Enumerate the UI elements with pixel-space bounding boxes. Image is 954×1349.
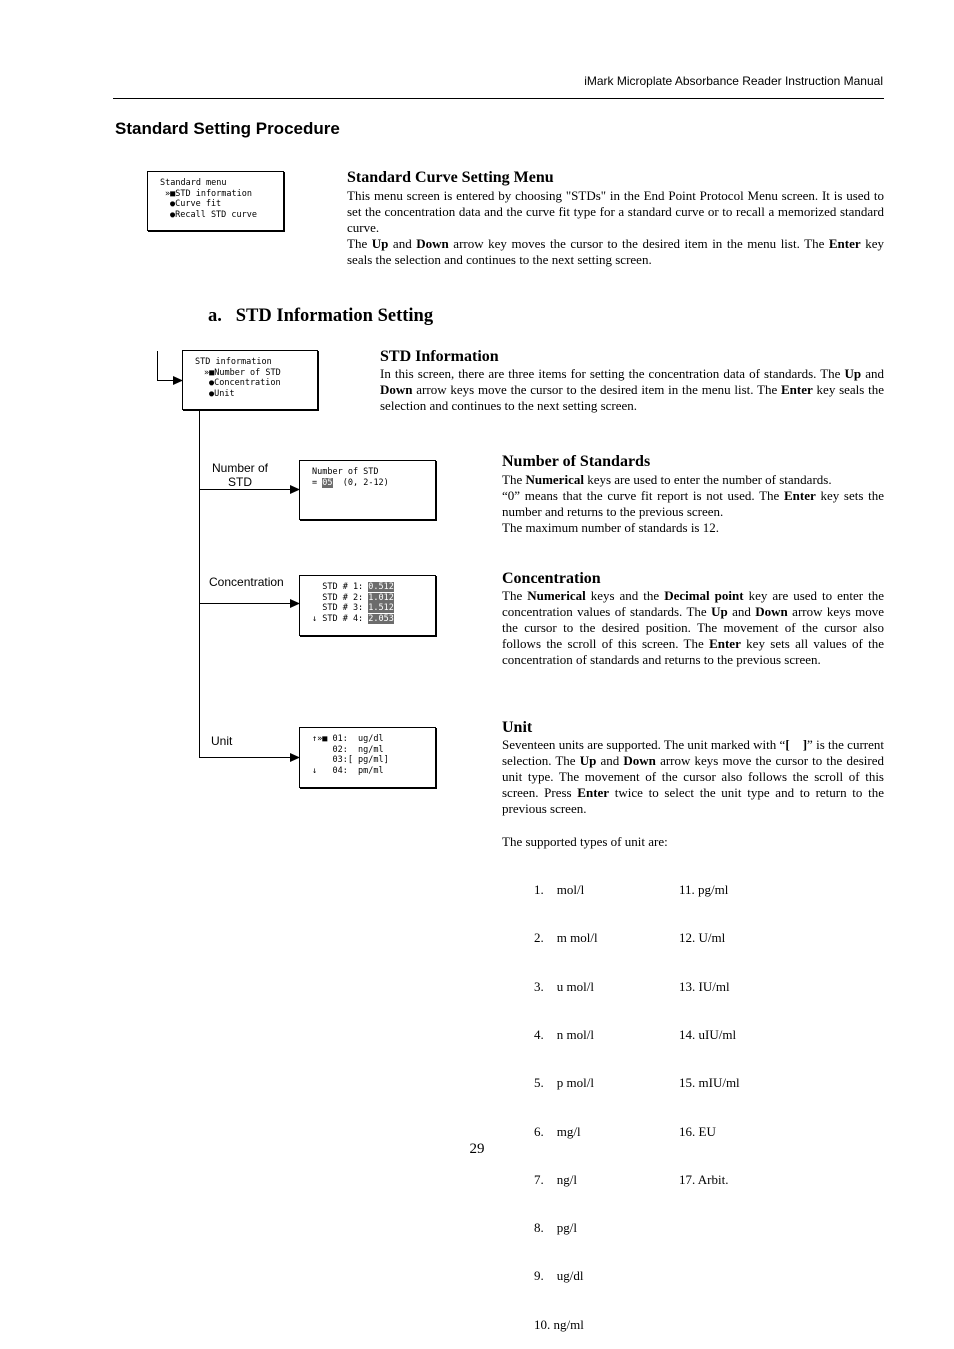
list-item: 5. p mol/l xyxy=(534,1075,594,1091)
list-item: 14. uIU/ml xyxy=(679,1027,737,1043)
paragraph: The Numerical keys and the Decimal point key are used to enter the concentration values of standards. The Up and Down arrow keys move the cursor to the desired position. The movement of the cursor also follows the scroll of this screen. The Enter key sets all values of the concentration of standards and returns to the previous screen. xyxy=(502,588,885,667)
subsection-title: a. STD Information Setting xyxy=(208,306,434,326)
paragraph: Seventeen units are supported. The unit marked with “[ ]” is the current selection. The Up and Down arrow keys move the cursor to the desired unit type. The movement of the cursor also follows the scroll of this screen. Press Enter twice to select the unit type and to return to the previous screen. xyxy=(502,737,884,816)
supported-units-intro: The supported types of unit are: xyxy=(502,834,668,849)
concentration-row: STD # 1: 0.512 xyxy=(312,582,394,592)
screen-item: ●Curve fit xyxy=(170,199,222,209)
list-item: 11. pg/ml xyxy=(679,882,729,898)
unit-text xyxy=(502,737,884,817)
std-count-value: 05 xyxy=(322,477,333,488)
paragraph: In this screen, there are three items for setting the concentration data of standards. The Up and Down arrow keys move the cursor to the desired item in the menu list. The Enter key seals the selection and continues to the next setting screen. xyxy=(380,366,884,413)
standard-menu-screen xyxy=(147,171,284,231)
unit-row: 02: ng/ml xyxy=(312,744,384,755)
list-item: 9. ug/dl xyxy=(534,1268,584,1284)
flow-line xyxy=(199,489,291,490)
units-list-left xyxy=(534,850,598,1349)
list-item: 12. U/ml xyxy=(679,930,726,946)
screen-item: ●Unit xyxy=(209,388,235,399)
concentration-screen xyxy=(299,575,436,636)
number-of-std-label: Number of STD xyxy=(211,461,269,489)
list-item: 3. u mol/l xyxy=(534,978,594,994)
screen-item: ●Concentration xyxy=(209,378,281,388)
list-item: 13. IU/ml xyxy=(679,978,730,994)
section-title: Standard Setting Procedure xyxy=(115,119,340,138)
number-of-standards-heading: Number of Standards xyxy=(502,453,651,470)
unit-screen xyxy=(299,727,436,788)
std-information-screen xyxy=(182,350,318,410)
paragraph: “0” means that the curve fit report is not used. The Enter key sets the number and returns to the previous screen. xyxy=(502,488,884,519)
concentration-label: Concentration xyxy=(209,575,284,589)
screen-item: »■Number of STD xyxy=(204,367,281,378)
list-item: 2. m mol/l xyxy=(534,930,598,946)
number-of-std-screen xyxy=(299,460,436,520)
screen-value-row: = 05 (0, 2-12) xyxy=(312,477,389,488)
paragraph: The Up and Down arrow key moves the cursor to the desired item in the menu list. The Enter key seals the selection and continues to the next setting screen. xyxy=(347,236,884,267)
unit-heading: Unit xyxy=(502,719,533,736)
concentration-row: STD # 3: 1.512 xyxy=(312,603,394,613)
std-information-heading: STD Information xyxy=(380,348,499,365)
concentration-row: STD # 2: 1.012 xyxy=(312,592,394,603)
standard-curve-heading: Standard Curve Setting Menu xyxy=(347,169,554,186)
list-item: 15. mIU/ml xyxy=(679,1075,740,1091)
screen-item: »■STD information xyxy=(165,188,252,199)
concentration-value: 1.012 xyxy=(368,592,394,603)
running-header: iMark Microplate Absorbance Reader Instruction Manual xyxy=(584,74,883,88)
list-item: 17. Arbit. xyxy=(679,1171,729,1187)
flow-line xyxy=(199,757,291,758)
concentration-value: 0.512 xyxy=(368,582,394,592)
flow-line xyxy=(199,603,291,604)
screen-title: Number of STD xyxy=(312,467,379,477)
concentration-row: ↓ STD # 4: 2.053 xyxy=(312,613,394,624)
header-rule xyxy=(113,98,884,99)
unit-label: Unit xyxy=(211,734,233,748)
list-item: 1. mol/l xyxy=(534,882,585,898)
flow-line xyxy=(157,351,158,381)
unit-row: 03:[ pg/ml] xyxy=(312,755,389,765)
list-item: 6. mg/l xyxy=(534,1123,581,1139)
paragraph: The Numerical keys are used to enter the number of standards. xyxy=(502,472,832,487)
list-item: 7. ng/l xyxy=(534,1171,577,1187)
page-number: 29 xyxy=(469,1141,485,1157)
unit-row: ↑»■ 01: ug/dl xyxy=(312,734,384,744)
concentration-text xyxy=(502,588,884,668)
unit-row: ↓ 04: pm/ml xyxy=(312,765,384,776)
screen-title: STD information xyxy=(195,357,272,367)
concentration-heading: Concentration xyxy=(502,570,601,587)
paragraph: This menu screen is entered by choosing "STDs" in the End Point Protocol Menu screen. It is used to set the concentration data and the curve fit type for a standard curve or to recall a memorized standard curve. xyxy=(347,188,884,235)
concentration-value: 1.512 xyxy=(368,603,394,613)
screen-item: ●Recall STD curve xyxy=(170,209,257,220)
list-item: 8. pg/l xyxy=(534,1220,577,1236)
list-item: 16. EU xyxy=(679,1123,716,1139)
list-item: 10. ng/ml xyxy=(534,1316,584,1332)
standard-curve-text xyxy=(347,188,884,268)
flow-line xyxy=(199,410,200,758)
screen-title: Standard menu xyxy=(160,178,227,188)
number-of-standards-text xyxy=(502,472,884,536)
paragraph: The maximum number of standards is 12. xyxy=(502,520,719,535)
std-information-text xyxy=(380,366,884,414)
concentration-value: 2.053 xyxy=(368,613,394,624)
list-item: 4. n mol/l xyxy=(534,1027,594,1043)
